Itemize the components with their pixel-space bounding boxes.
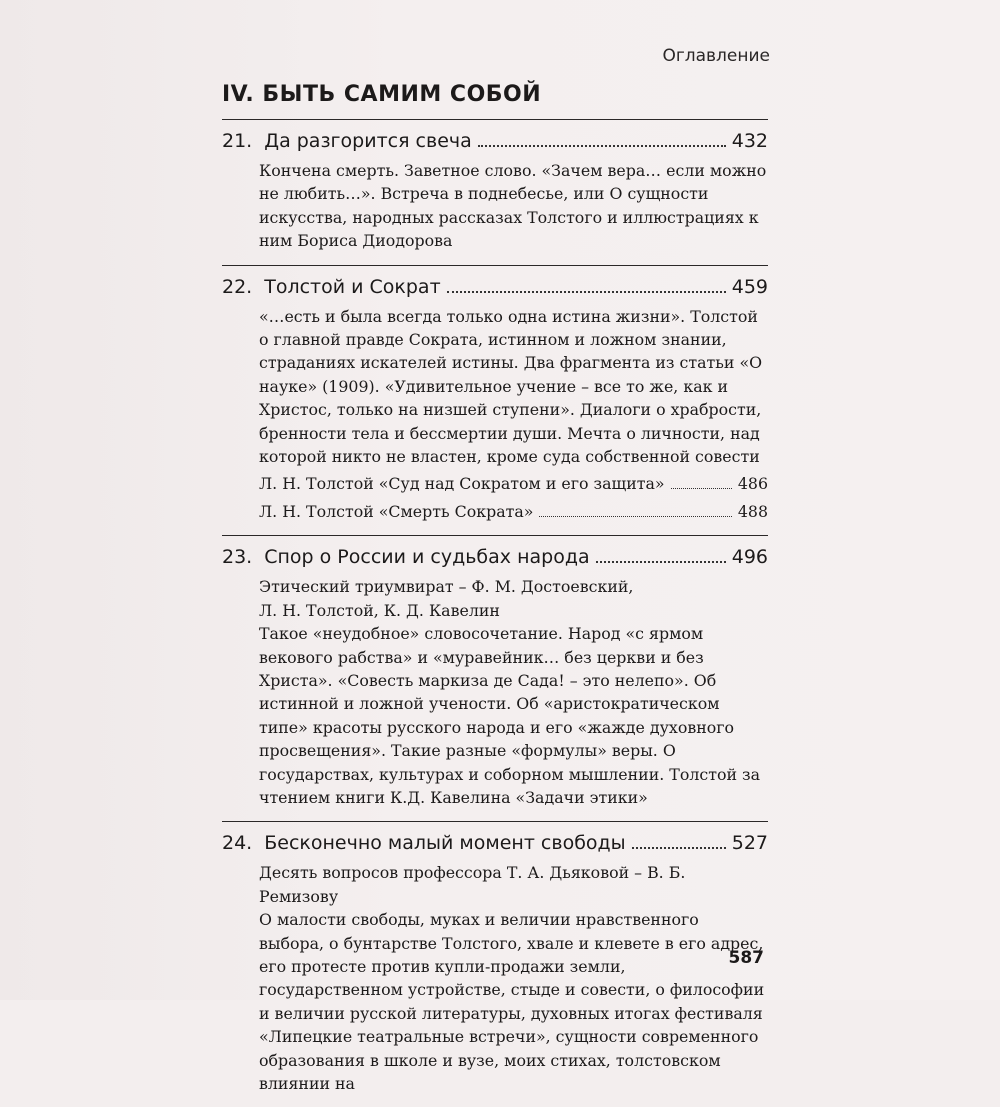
toc-entry-23 bbox=[222, 535, 768, 809]
dot-leader bbox=[632, 847, 726, 849]
toc-subentry[interactable] bbox=[259, 500, 768, 523]
toc-entry-22 bbox=[222, 265, 768, 524]
toc-entry-21 bbox=[222, 119, 768, 253]
dot-leader bbox=[478, 145, 726, 147]
chapter-page: 496 bbox=[731, 546, 768, 569]
toc-entry-heading[interactable] bbox=[222, 127, 768, 155]
subentry-title: Л. Н. Толстой «Смерть Сократа» bbox=[259, 501, 534, 521]
chapter-description-intro: Этический триумвират – Ф. М. Достоевский, bbox=[259, 577, 634, 597]
subentry-page: 488 bbox=[737, 501, 768, 521]
part-title: IV. БЫТЬ САМИМ СОБОЙ bbox=[222, 82, 542, 107]
chapter-title: Да разгорится свеча bbox=[264, 130, 472, 152]
chapter-description: Кончена смерть. Заветное слово. «Зачем вера… если можно не любить…». Встреча в поднебесье, или О сущности искусства, народных рассказах Толстого и иллюстрациях к ним Бориса Диодорова bbox=[259, 161, 767, 251]
subentry-page: 486 bbox=[737, 474, 768, 494]
chapter-description: О малости свободы, муках и величии нравственного выбора, о бунтарстве Толстого, хвале и клевете в его адрес, его протесте против купли-продажи земли, государственном устройстве, стыде и совести, о философии и величии русской литературы, духовных итогах фестиваля «Липецкие театральные встречи», сущности современного образования в школе и вузе, моих стихах, толстовском влиянии на bbox=[259, 910, 765, 1093]
chapter-number: 23. bbox=[222, 546, 253, 569]
chapter-description: «…есть и была всегда только одна истина жизни». Толстой о главной правде Сократа, истинном и ложном знании, страданиях искателей истины. Два фрагмента из статьи «О науке» (1909). «Удивительное учение – все то же, как и Христос, только на низшей ступени». Диалоги о храбрости, бренности тела и бессмертии души. Мечта о личности, над которой никто не властен, кроме суда собственной совести bbox=[259, 306, 763, 467]
chapter-title: Спор о России и судьбах народа bbox=[264, 546, 590, 569]
dot-leader bbox=[596, 561, 726, 563]
chapter-description: Такое «неудобное» словосочетание. Народ «с ярмом векового рабства» и «муравейник… без церкви и без Христа». «Совесть маркиза де Сада! – это нелепо». Об истинной и ложной учености. Об «аристократическом типе» красоты русского народа и его «жажде духовного просвещения». Такие разные «формулы» веры. О государствах, культурах и соборном мышлении. Толстой за чтением книги К.Д. Кавелина «Задачи этики» bbox=[259, 624, 761, 807]
chapter-number: 21. bbox=[222, 130, 253, 152]
chapter-number: 22. bbox=[222, 275, 253, 298]
chapter-title: Толстой и Сократ bbox=[264, 275, 441, 298]
toc-content bbox=[222, 82, 768, 1107]
subentry-title: Л. Н. Толстой «Суд над Сократом и его защита» bbox=[259, 474, 665, 494]
dot-leader bbox=[671, 488, 732, 489]
chapter-number: 24. bbox=[222, 832, 253, 855]
dot-leader bbox=[539, 516, 731, 517]
dot-leader bbox=[447, 291, 726, 293]
chapter-description-intro: Л. Н. Толстой, К. Д. Кавелин bbox=[259, 600, 500, 620]
toc-subentry[interactable] bbox=[259, 472, 768, 495]
toc-entry-heading[interactable] bbox=[222, 543, 768, 571]
toc-entry-heading[interactable] bbox=[222, 829, 768, 857]
chapter-title: Бесконечно малый момент свободы bbox=[264, 832, 626, 855]
page-number: 587 bbox=[728, 948, 764, 968]
chapter-page: 527 bbox=[731, 832, 768, 855]
chapter-description-intro: Десять вопросов профессора Т. А. Дьяковой – В. Б. Ремизову bbox=[259, 863, 686, 906]
toc-entry-heading[interactable] bbox=[222, 273, 768, 301]
chapter-page: 432 bbox=[731, 130, 768, 152]
chapter-page: 459 bbox=[731, 275, 768, 298]
toc-entry-24 bbox=[222, 821, 768, 1095]
running-head: Оглавление bbox=[662, 46, 770, 66]
